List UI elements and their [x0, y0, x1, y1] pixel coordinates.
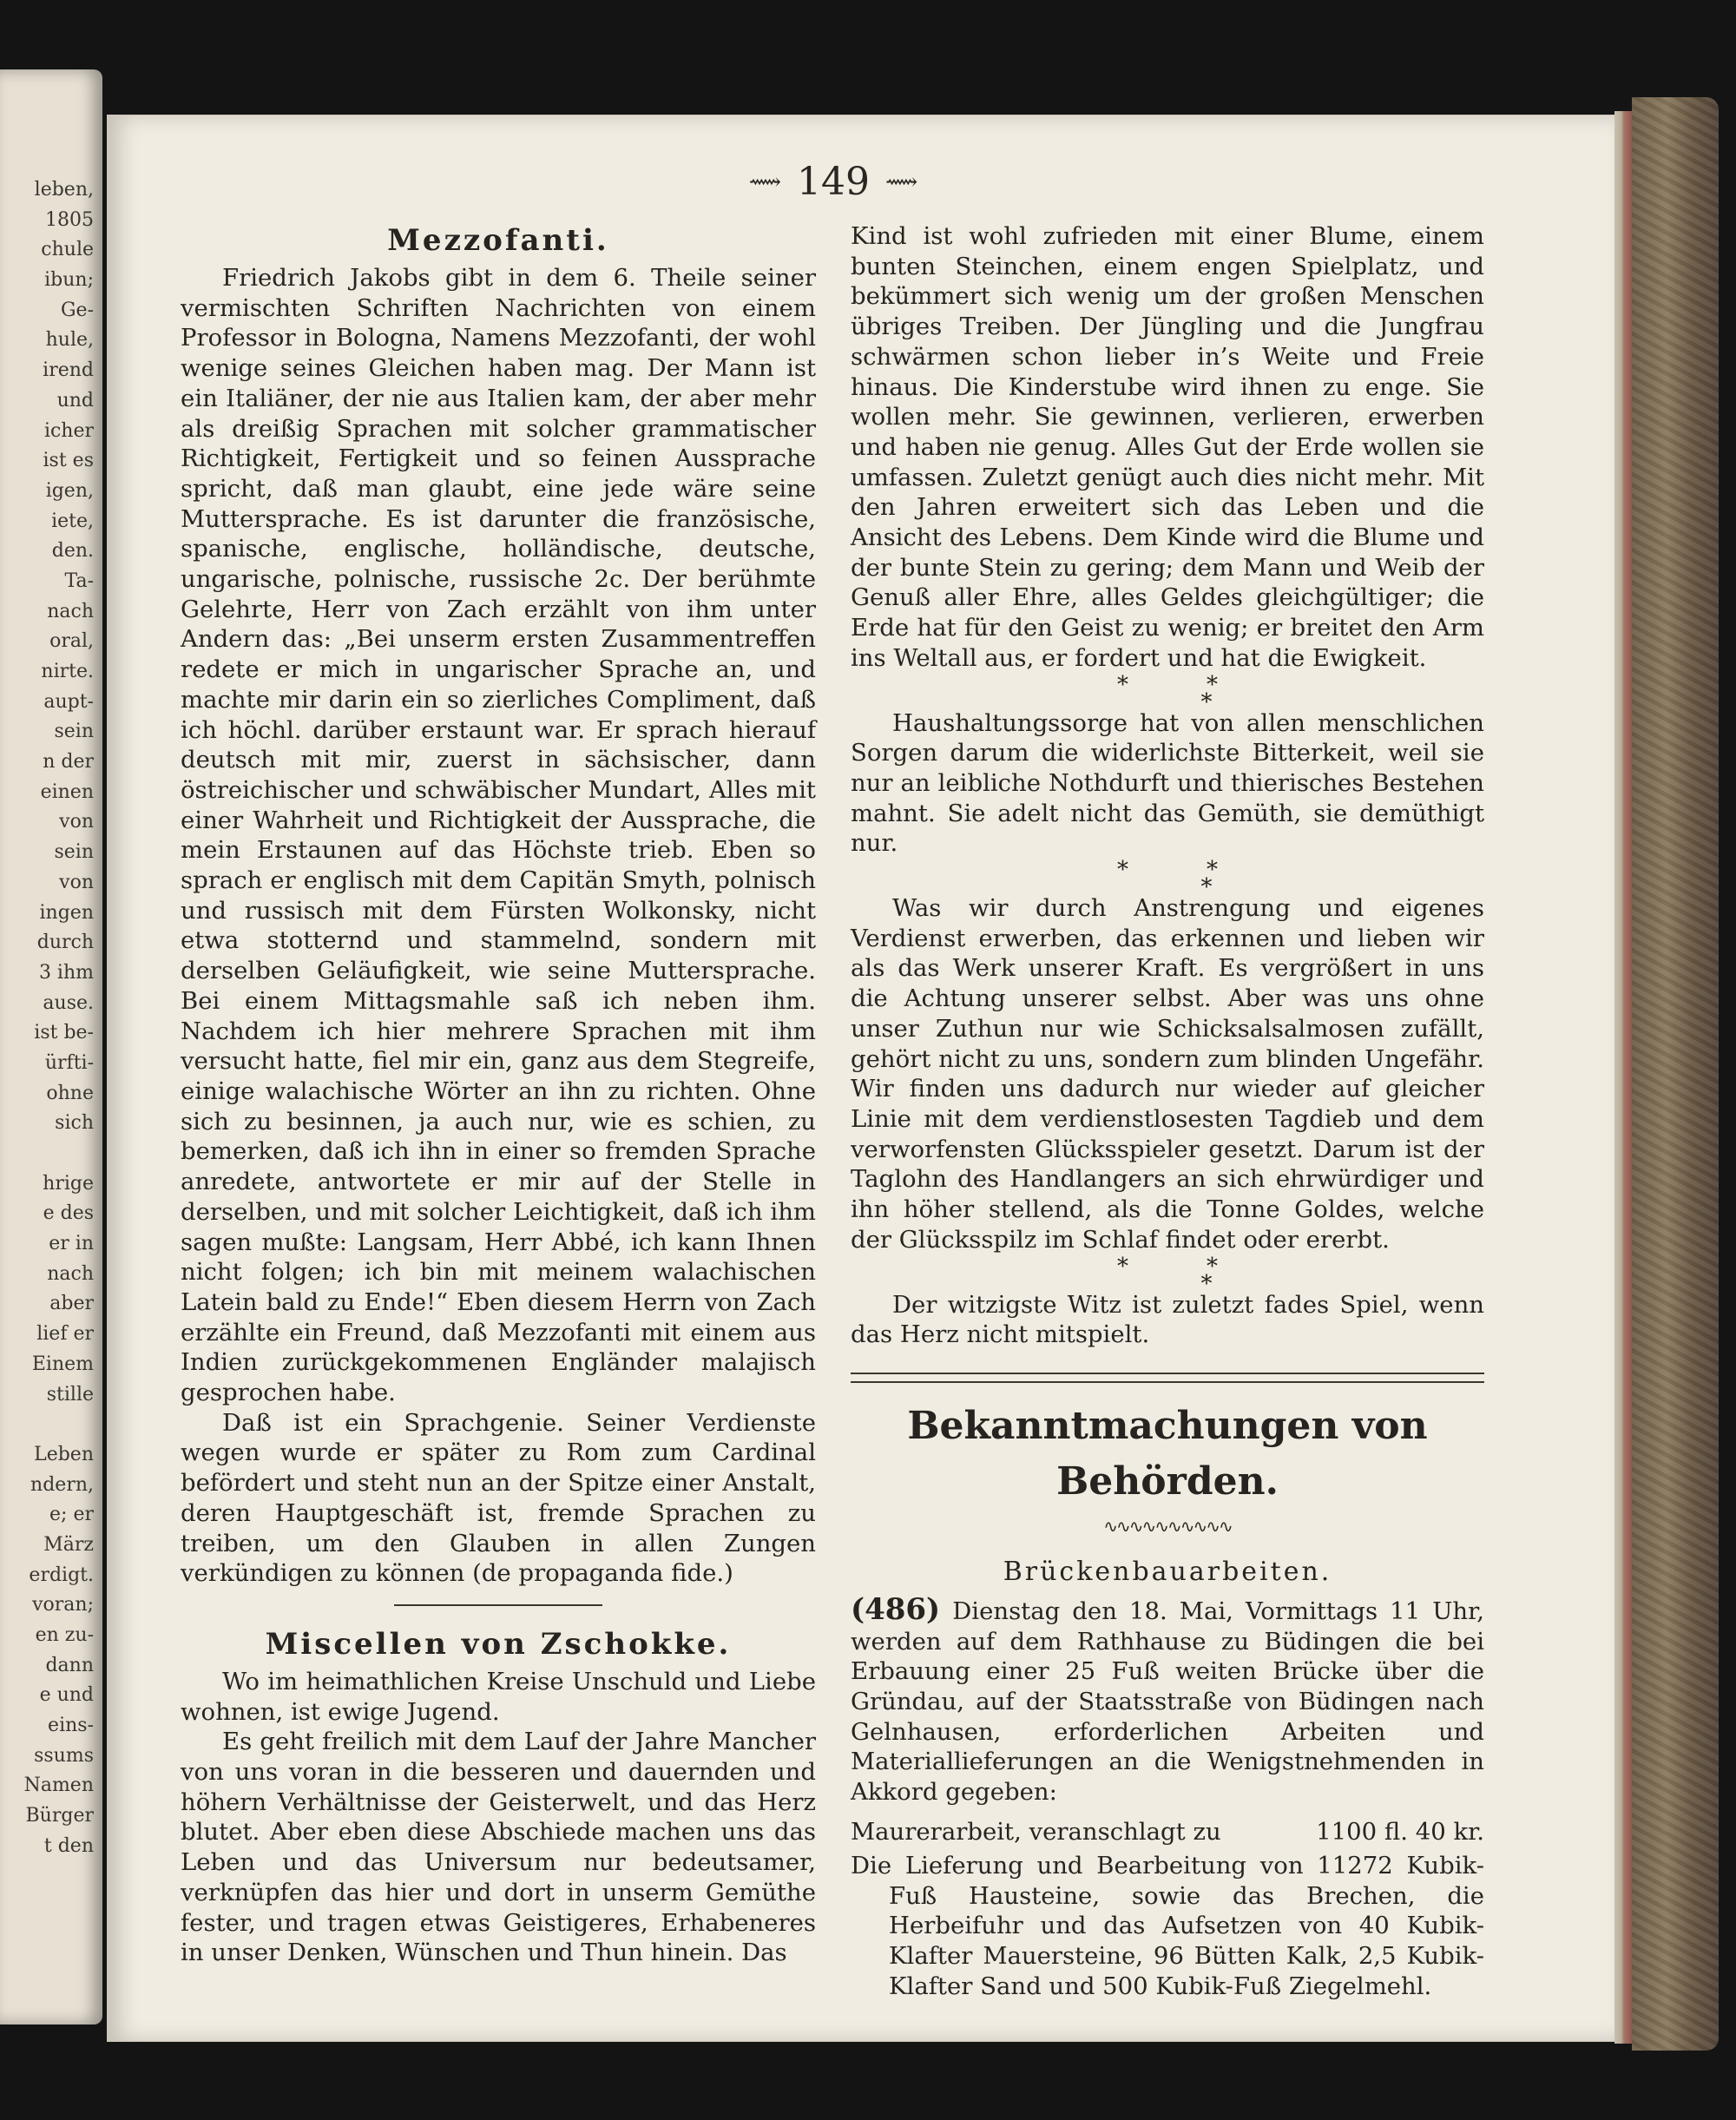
- article-title-mezzofanti: Mezzofanti.: [387, 223, 609, 258]
- left-margin-fragment: Ge-: [60, 299, 94, 321]
- left-margin-fragment: icher: [43, 419, 94, 442]
- left-margin-fragment: stille: [46, 1383, 94, 1406]
- left-margin-fragment: ürfti-: [44, 1051, 94, 1074]
- miscellen-paragraph-haushaltung: Haushaltungssorge hat von allen menschlichen Sorgen darum die widerlichste Bitterkeit, weil sie nur an leibliche Nothdurft und thierisches Bestehen mahnt. Sie adelt nicht das Gemüth, sie demüthigt nur.: [851, 708, 1484, 858]
- left-margin-fragment: nach: [47, 1262, 94, 1285]
- star-icon: *: [1207, 857, 1296, 884]
- left-margin-fragment: [0, 1139, 102, 1169]
- mezzofanti-paragraph-2: Daß ist ein Sprachgenie. Seiner Verdienste wegen wurde er später zu Rom zum Cardinal befördert und steht nun an der Spitze einer Anstalt, deren Hauptgeschäft ist, fremde Sprachen zu treiben, um den Glauben in allen Zungen verkündigen zu können (de propaganda fide.): [181, 1408, 816, 1588]
- left-margin-fragment: irend: [43, 359, 94, 382]
- left-margin-fragment: chule: [41, 239, 94, 261]
- star-icon: *: [1117, 1253, 1207, 1280]
- cost-label: Maurerarbeit, veranschlagt zu: [851, 1817, 1221, 1846]
- left-margin-fragment: aber: [49, 1293, 94, 1315]
- asterism-1: [851, 671, 1484, 715]
- left-margin-fragment: ist be-: [34, 1022, 94, 1044]
- left-margin-fragment: den.: [51, 540, 94, 563]
- miscellen-paragraph-verdienst: Was wir durch Anstrengung und eigenes Verdienst erwerben, das erkennen und lieben wir als das Werk unserer Kraft. Es vergrößert in uns die Achtung unserer selbst. Aber was uns ohne unser Zuthun nur wie Schicksalsalmosen zufällt, gehört nicht zu uns, sondern zum blinden Ungefähr. Wir finden uns dadurch nur wieder auf gleicher Linie mit dem verdienstlosesten Tagdieb und dem verworfensten Glücksspieler gesetzt. Darum ist der Taglohn des Handlangers an sich ehrwürdiger und ihn höher stellend, als die Tonne Goldes, welche der Glücksspilz im Schlaf findet oder ererbt.: [851, 894, 1484, 1254]
- asterism-2: [851, 857, 1484, 901]
- left-margin-fragment: igen,: [45, 479, 94, 502]
- left-margin-fragment: leben,: [34, 179, 94, 201]
- left-margin-fragment: ibun;: [44, 269, 94, 292]
- left-margin-fragment: Leben: [34, 1443, 94, 1465]
- star-icon: *: [1200, 688, 1213, 715]
- double-rule-divider: [851, 1373, 1484, 1383]
- wavy-ornament-icon: ∿∿∿∿∿∿∿∿∿∿: [1103, 1515, 1232, 1537]
- cost-row: [851, 1816, 1484, 1847]
- notice-number: (486): [851, 1591, 941, 1627]
- star-icon: *: [1117, 671, 1207, 698]
- mezzofanti-paragraph-1: Friedrich Jakobs gibt in dem 6. Theile seiner vermischten Schriften Nachrichten von einem Professor in Bologna, Namens Mezzofanti, der wohl wenige seines Gleichen haben mag. Der Mann ist ein Italiäner, der nie aus Italien kam, der aber mehr als dreißig Sprachen mit solcher grammatischer Richtigkeit, Fertigkeit und so feinen Aussprache spricht, daß man glaubt, eine jede wäre seine Muttersprache. Es ist darunter die französische, spanische, englische, holländische, deutsche, ungarische, polnische, russische 2c. Der berühmte Gelehrte, Herr von Zach erzählt von ihm unter Andern das: „Bei unserm ersten Zusammentreffen redete er mich in ungarischer Sprache an, und machte mir darin ein so zierliches Compliment, daß ich höchl. darüber erstaunt war. Er sprach hierauf deutsch mit mir, zuerst in sächsischer, dann östreichischer und schwäbischer Mundart, Alles mit einer Wahrheit und Richtigkeit der Aussprache, die mein Erstaunen auf das Höchste trieb. Eben so sprach er englisch mit dem Capitän Smyth, polnisch und russisch mit dem Fürsten Wolkonsky, nicht etwa stotternd und stammelnd, sondern mit derselben Geläufigkeit, wie seine Muttersprache. Bei einem Mittagsmahle saß ich neben ihm. Nachdem ich hier mehrere Sprachen mit ihm versucht hatte, fiel mir ein, ganz aus dem Stegreife, einige walachische Wörter an ihn zu richten. Ohne sich zu besinnen, ja auch nur, wie es schien, zu bemerken, daß ich ihn in einer so fremden Sprache anredete, antwortete er mir auf der Stelle in derselben, und mit solcher Leichtigkeit, daß ich ihm sagen mußte: Langsam, Herr Abbé, ich kann Ihnen nicht folgen; ich bin mit meinem walachischen Latein bald zu Ende!“ Eben diesem Herrn von Zach erzählte ein Freund, daß Mezzofanti mit einem aus Indien zurückgekommenen Engländer malajisch gesprochen habe.: [181, 264, 816, 1407]
- left-margin-fragment: lief er: [36, 1323, 94, 1346]
- left-margin-fragment: aupt-: [43, 690, 94, 713]
- left-margin-fragments: [0, 69, 102, 1862]
- left-margin-fragment: 1805: [45, 208, 94, 231]
- left-margin-fragment: nirte.: [41, 661, 94, 682]
- left-margin-fragment: e; er: [49, 1504, 94, 1526]
- cost-value: 1100 fl. 40 kr.: [1316, 1817, 1484, 1846]
- left-margin-fragment: Einem: [31, 1353, 94, 1375]
- left-margin-fragment: e und: [39, 1684, 94, 1707]
- delivery-paragraph: Die Lieferung und Bearbeitung von 11272 Kubik-Fuß Hausteine, sowie das Brechen, die Herbeifuhr und das Aufsetzen von 40 Kubik-Klafter Mauersteine, 96 Bütten Kalk, 2,5 Kubik-Klafter Sand und 500 Kubik-Fuß Ziegelmehl.: [851, 1851, 1484, 2000]
- page-edges: [1614, 111, 1632, 2044]
- notice-text: Dienstag den 18. Mai, Vormittags 11 Uhr, werden auf dem Rathhause zu Büdingen die bei Erbauung einer 25 Fuß weiten Brücke über die Gründau, auf der Staatsstraße von Büdingen nach Gelnhausen, erforderlichen Arbeiten und Materiallieferungen an die Wenigstnehmenden in Akkord gegeben:: [851, 1597, 1484, 1807]
- left-margin-fragment: oral,: [49, 630, 94, 653]
- left-margin-fragment: Bürger: [25, 1805, 94, 1827]
- left-page-edge: [0, 69, 102, 2025]
- left-margin-fragment: ndern,: [30, 1473, 94, 1496]
- left-margin-fragment: nach: [47, 600, 94, 622]
- miscellen-paragraph-continued: Kind ist wohl zufrieden mit einer Blume, einem bunten Steinchen, einem engen Spielplatz, und bekümmert sich wenig um der großen Menschen übriges Treiben. Der Jüngling und die Jungfrau schwärmen schon lieber in’s Weite und Freie hinaus. Die Kinderstube wird ihnen zu enge. Sie wollen mehr. Sie gewinnen, verlieren, erwerben und haben nie genug. Alles Gut der Erde wollen sie umfassen. Zuletzt genügt auch dies nicht mehr. Mit den Jahren erweitert sich das Leben und die Ansicht des Lebens. Dem Kinde wird die Blume und der bunte Stein zu gering; dem Mann und Weib der Genuß aller Ehre, alles Geldes gleichgültiger; die Erde hat für den Geist zu wenig; er breitet den Arm ins Weltall aus, er fordert und hat die Ewigkeit.: [851, 222, 1484, 672]
- header-ornament-right: ⟿: [884, 169, 918, 195]
- left-column: [181, 221, 816, 1968]
- notice-paragraph: [851, 1591, 1484, 1807]
- left-margin-fragment: ist es: [43, 450, 94, 472]
- article-title-miscellen: Miscellen von Zschokke.: [265, 1626, 732, 1662]
- left-margin-fragment: sein: [54, 721, 94, 743]
- left-margin-fragment: hrige: [43, 1172, 94, 1195]
- left-margin-fragment: Ta-: [64, 570, 94, 592]
- section-divider: [394, 1604, 602, 1606]
- miscellen-paragraph-witz: Der witzigste Witz ist zuletzt fades Spiel, wenn das Herz nicht mitspielt.: [851, 1290, 1484, 1349]
- left-margin-fragment: ause.: [43, 991, 94, 1014]
- book-cover: [1632, 97, 1719, 2051]
- star-icon: *: [1207, 1253, 1296, 1280]
- star-icon: *: [1200, 874, 1213, 901]
- section-heading: Bekanntmachungen von Behörden.: [907, 1403, 1428, 1504]
- left-margin-fragment: ingen: [39, 901, 94, 924]
- left-margin-fragment: e des: [43, 1202, 94, 1225]
- left-margin-fragment: ssums: [34, 1744, 94, 1767]
- left-margin-fragment: von: [59, 811, 94, 833]
- left-margin-fragment: von: [59, 871, 94, 893]
- left-margin-fragment: 3 ihm: [38, 961, 94, 984]
- left-margin-fragment: durch: [36, 932, 94, 954]
- star-icon: *: [1117, 857, 1207, 884]
- left-margin-fragment: Namen: [23, 1774, 94, 1797]
- miscellen-paragraph-2: Es geht freilich mit dem Lauf der Jahre Mancher von uns voran in die besseren und dauernden und höhern Verhältnisse der Geisterwelt, und das Herz blutet. Aber eben diese Abschiede machen uns das Leben und das Universum nur bedeutsamer, verknüpfen das hier und dort in unserm Gemüthe fester, und tragen etwas Geistigeres, Erhabeneres in unser Denken, Wünschen und Thun hinein. Das: [181, 1728, 816, 1967]
- page-header: [729, 161, 937, 204]
- left-margin-fragment: einen: [40, 780, 94, 803]
- left-margin-fragment: dann: [45, 1654, 94, 1676]
- left-margin-fragment: sich: [55, 1112, 94, 1135]
- left-margin-fragment: t den: [43, 1834, 94, 1857]
- left-margin-fragment: hule,: [45, 329, 94, 352]
- notice-title: Brückenbauarbeiten.: [1003, 1556, 1332, 1587]
- left-margin-fragment: und: [56, 389, 94, 411]
- left-margin-fragment: ohne: [46, 1082, 94, 1104]
- star-icon: *: [1207, 671, 1296, 698]
- left-margin-fragment: März: [43, 1533, 94, 1556]
- left-margin-fragment: [0, 1410, 102, 1440]
- header-ornament-left: ⟿: [748, 169, 781, 195]
- left-margin-fragment: voran;: [32, 1594, 94, 1616]
- left-margin-fragment: n der: [43, 751, 94, 774]
- page-number: 149: [797, 160, 870, 204]
- left-margin-fragment: iete,: [51, 510, 94, 532]
- asterism-3: [851, 1253, 1484, 1297]
- left-margin-fragment: erdigt.: [29, 1564, 94, 1586]
- right-column: [851, 221, 1484, 2001]
- left-margin-fragment: eins-: [48, 1715, 94, 1737]
- left-margin-fragment: sein: [54, 841, 94, 864]
- left-margin-fragment: er in: [49, 1233, 94, 1255]
- miscellen-paragraph-1: Wo im heimathlichen Kreise Unschuld und Liebe wohnen, ist ewige Jugend.: [181, 1667, 816, 1726]
- left-margin-fragment: en zu-: [35, 1624, 94, 1646]
- star-icon: *: [1200, 1270, 1213, 1297]
